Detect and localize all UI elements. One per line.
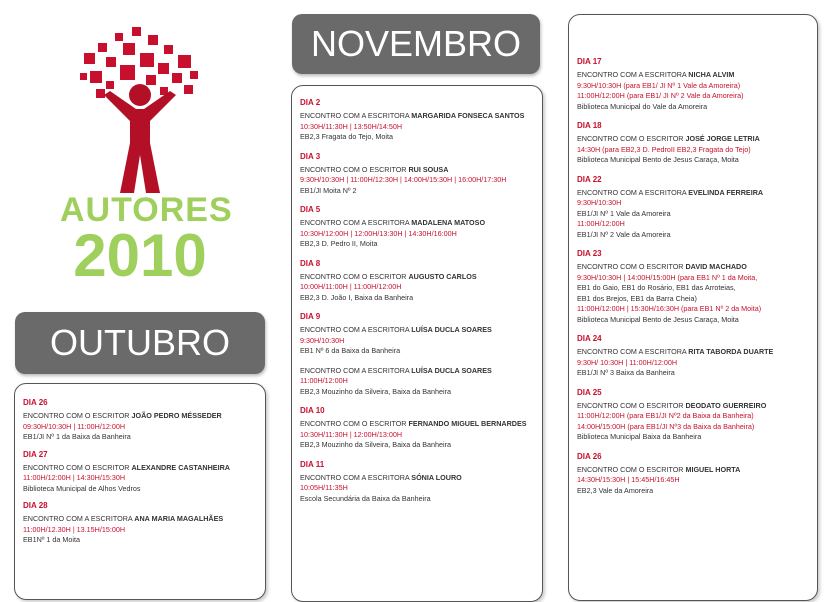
event-entry xyxy=(23,398,261,443)
event-title xyxy=(577,188,813,199)
event-place: EB2,3 D. Pedro II, Moita xyxy=(300,239,378,248)
event-day: DIA 3 xyxy=(300,151,321,161)
event-times: 11:00H/12:00H | 15:30H/16:30H (para EB1 Nº 2 da Moita) xyxy=(577,304,762,313)
event-times: 14:00H/15:00H (para EB1/JI Nº3 da Baixa da Banheira) xyxy=(577,421,755,431)
author-name: DEODATO GUERREIRO xyxy=(685,400,767,410)
event-place: Biblioteca Municipal Baixa da Banheira xyxy=(577,432,702,441)
event-title xyxy=(23,463,261,474)
author-name: MARGARIDA FONSECA SANTOS xyxy=(411,111,525,120)
event-times: 10:30H/12:00H | 12:00H/13:30H | 14:30H/16:00H xyxy=(300,228,457,238)
author-name: MIGUEL HORTA xyxy=(685,464,741,474)
event-day: DIA 24 xyxy=(577,334,602,343)
novembro-continued-box xyxy=(568,14,818,601)
event-prefix: ENCONTRO COM A ESCRITORA xyxy=(300,365,412,375)
event-title xyxy=(23,411,261,422)
event-entry xyxy=(300,259,538,304)
author-name: AUGUSTO CARLOS xyxy=(408,271,477,281)
event-title xyxy=(300,272,538,283)
event-prefix: ENCONTRO COM O ESCRITOR xyxy=(300,419,409,428)
event-day: DIA 9 xyxy=(300,312,321,321)
event-title xyxy=(300,473,538,484)
author-name: LUÍSA DUCLA SOARES xyxy=(411,325,492,334)
event-day: DIA 28 xyxy=(23,501,48,510)
event-prefix: ENCONTRO COM A ESCRITORA xyxy=(577,187,689,197)
month-header-novembro: NOVEMBRO xyxy=(292,14,540,74)
event-day: DIA 26 xyxy=(577,451,602,461)
event-times: 9:30H/10:30H | 11:00H/12:30H | 14:00H/15:30H | 16:00H/17:30H xyxy=(300,175,507,184)
event-day: DIA 27 xyxy=(23,449,48,459)
event-place: EB1/JI Nº 1 Vale da Amoreira xyxy=(577,208,671,218)
event-entry xyxy=(300,98,538,143)
event-entry xyxy=(577,175,813,241)
event-place: Biblioteca Municipal Bento de Jesus Caraça, Moita xyxy=(577,314,739,324)
event-times: 10:30H/11:30H | 12:00H/13:00H xyxy=(300,429,403,439)
event-times: 14:30H (para EB2,3 D. PedroII EB2,3 Fragata do Tejo) xyxy=(577,144,751,154)
event-prefix: ENCONTRO COM O ESCRITOR xyxy=(23,411,132,420)
outubro-entries xyxy=(23,398,261,553)
event-day: DIA 11 xyxy=(300,459,325,469)
author-name: RUI SOUSA xyxy=(408,164,449,174)
event-title xyxy=(300,218,538,229)
event-place: EB1/JI Nº 1 da Baixa da Banheira xyxy=(23,432,131,441)
event-entry xyxy=(577,334,813,379)
event-place: Biblioteca Municipal de Alhos Vedros xyxy=(23,483,141,493)
event-title xyxy=(577,70,813,81)
outubro-schedule-box xyxy=(14,383,266,600)
event-prefix: ENCONTRO COM A ESCRITORA xyxy=(23,514,135,523)
event-title xyxy=(300,325,538,336)
event-prefix: ENCONTRO COM A ESCRITORA xyxy=(300,472,412,482)
novembro-schedule-box xyxy=(291,85,543,602)
event-title xyxy=(300,419,538,430)
event-times: 14:30H/15:30H | 15:45H/16:45H xyxy=(577,475,680,484)
event-title xyxy=(23,514,261,525)
author-name: ALEXANDRE CASTANHEIRA xyxy=(131,462,230,472)
event-prefix: ENCONTRO COM O ESCRITOR xyxy=(577,464,686,474)
logo-year: 2010 xyxy=(73,222,207,289)
event-place: EB1/JI Nº 3 Baixa da Banheira xyxy=(577,368,675,377)
event-entry xyxy=(23,450,261,495)
event-place: EB2,3 D. João I, Baixa da Banheira xyxy=(300,292,414,302)
event-entry xyxy=(300,366,538,398)
event-entry xyxy=(300,406,538,451)
event-entry xyxy=(577,57,813,112)
event-prefix: ENCONTRO COM O ESCRITOR xyxy=(300,271,409,281)
author-name: NICHA ALVIM xyxy=(688,70,735,79)
tree-figure-icon xyxy=(60,25,220,195)
event-title xyxy=(577,347,813,358)
event-place: EB1 dos Brejos, EB1 da Barra Cheia) xyxy=(577,293,697,303)
event-place: Escola Secundária da Baixa da Banheira xyxy=(300,493,431,503)
event-place: Biblioteca Municipal do Vale da Amoreira xyxy=(577,101,708,111)
author-name: RITA TABORDA DUARTE xyxy=(688,347,774,356)
event-times: 11:00H/12:00H | 14:30H/15:30H xyxy=(23,473,126,482)
event-prefix: ENCONTRO COM O ESCRITOR xyxy=(577,262,686,271)
event-entry xyxy=(577,249,813,325)
event-entry xyxy=(300,312,538,357)
event-day: DIA 2 xyxy=(300,98,321,107)
author-name: ANA MARIA MAGALHÃES xyxy=(134,514,224,523)
event-place: EB1 Nº 6 da Baixa da Banheira xyxy=(300,346,401,355)
event-entry xyxy=(577,121,813,166)
event-day: DIA 23 xyxy=(577,249,602,258)
event-times: 10:00H/11:00H | 11:00H/12:00H xyxy=(300,282,402,291)
author-name: EVELINDA FERREIRA xyxy=(688,187,764,197)
event-title xyxy=(300,165,538,176)
event-prefix: ENCONTRO COM O ESCRITOR xyxy=(23,462,132,472)
author-name: MADALENA MATOSO xyxy=(411,218,486,227)
event-times: 9:30H/10:30H | 14:00H/15:00H (para EB1 Nº 1 da Moita, xyxy=(577,272,758,282)
author-name: SÓNIA LOURO xyxy=(411,472,462,482)
event-prefix: ENCONTRO COM O ESCRITOR xyxy=(577,400,686,410)
event-day: DIA 18 xyxy=(577,121,602,130)
event-place: EB1 do Gaio, EB1 do Rosário, EB1 das Arroteias, xyxy=(577,283,736,292)
event-times: 11:00H/12.30H | 13.15H/15:00H xyxy=(23,524,126,534)
event-place: EB2,3 Mouzinho da Silveira, Baixa da Banheira xyxy=(300,386,452,396)
author-name: DAVID MACHADO xyxy=(685,262,747,271)
event-prefix: ENCONTRO COM A ESCRITORA xyxy=(300,325,412,334)
event-day: DIA 25 xyxy=(577,387,602,397)
event-place: EB1/JI Nº 2 Vale da Amoreira xyxy=(577,229,671,239)
event-times: 11:00H/12:00H xyxy=(577,219,625,228)
event-times: 9:30H/10:30H (para EB1/ JI Nº 1 Vale da Amoreira) xyxy=(577,80,741,90)
event-prefix: ENCONTRO COM O ESCRITOR xyxy=(300,164,409,174)
logo-title: AUTORES xyxy=(60,191,233,229)
event-title xyxy=(300,366,538,377)
event-entry xyxy=(300,460,538,505)
event-times: 9:30H/10:30H xyxy=(577,198,622,207)
novembro-entries xyxy=(300,98,538,513)
event-times: 09:30H/10:30H | 11:00H/12:00H xyxy=(23,421,126,431)
author-name: FERNANDO MIGUEL BERNARDES xyxy=(408,419,527,428)
event-times: 10:05H/11:35H xyxy=(300,483,348,492)
event-times: 11:00H/12:00H xyxy=(300,376,348,385)
event-title xyxy=(577,401,813,412)
event-times: 11:00H/12:00H (para EB1/ JI Nº 2 Vale da Amoreira) xyxy=(577,91,744,100)
event-day: DIA 26 xyxy=(23,398,48,407)
event-day: DIA 5 xyxy=(300,205,321,214)
event-day: DIA 10 xyxy=(300,406,325,415)
event-place: EB1/JI Moita Nº 2 xyxy=(300,185,357,195)
event-prefix: ENCONTRO COM A ESCRITORA xyxy=(577,347,689,356)
event-day: DIA 22 xyxy=(577,174,602,184)
event-times: 10:30H/11:30H | 13:50H/14:50H xyxy=(300,121,403,131)
event-place: EB2,3 Vale da Amoreira xyxy=(577,485,654,495)
event-prefix: ENCONTRO COM A ESCRITORA xyxy=(300,218,412,227)
event-times: 11:00H/12:00H (para EB1/JI Nº2 da Baixa da Banheira) xyxy=(577,411,754,420)
novembro-continued-entries xyxy=(577,57,813,505)
event-day: DIA 8 xyxy=(300,258,321,268)
event-times: 9:30H/10:30H xyxy=(300,335,345,345)
event-place: Biblioteca Municipal Bento de Jesus Caraça, Moita xyxy=(577,155,739,164)
author-name: LUÍSA DUCLA SOARES xyxy=(411,365,492,375)
event-title xyxy=(300,111,538,122)
event-place: EB2,3 Fragata do Tejo, Moita xyxy=(300,132,393,141)
event-entry xyxy=(577,388,813,443)
event-title xyxy=(577,134,813,145)
event-place: EB1Nº 1 da Moita xyxy=(23,535,80,544)
event-title xyxy=(577,262,813,273)
event-entry xyxy=(300,205,538,250)
event-times: 9:30H/ 10:30H | 11:00H/12:00H xyxy=(577,357,678,367)
month-header-outubro: OUTUBRO xyxy=(15,312,265,374)
author-name: JOSÉ JORGE LETRIA xyxy=(685,134,760,143)
event-entry xyxy=(23,501,261,546)
event-place: EB2,3 Mouzinho da Silveira, Baixa da Banheira xyxy=(300,440,452,449)
event-prefix: ENCONTRO COM O ESCRITOR xyxy=(577,134,686,143)
author-name: JOÃO PEDRO MÉSSEDER xyxy=(131,411,222,420)
event-title xyxy=(577,465,813,476)
event-day: DIA 17 xyxy=(577,57,602,66)
event-entry xyxy=(577,452,813,497)
event-prefix: ENCONTRO COM A ESCRITORA xyxy=(577,70,689,79)
event-entry xyxy=(300,152,538,197)
event-prefix: ENCONTRO COM A ESCRITORA xyxy=(300,111,412,120)
